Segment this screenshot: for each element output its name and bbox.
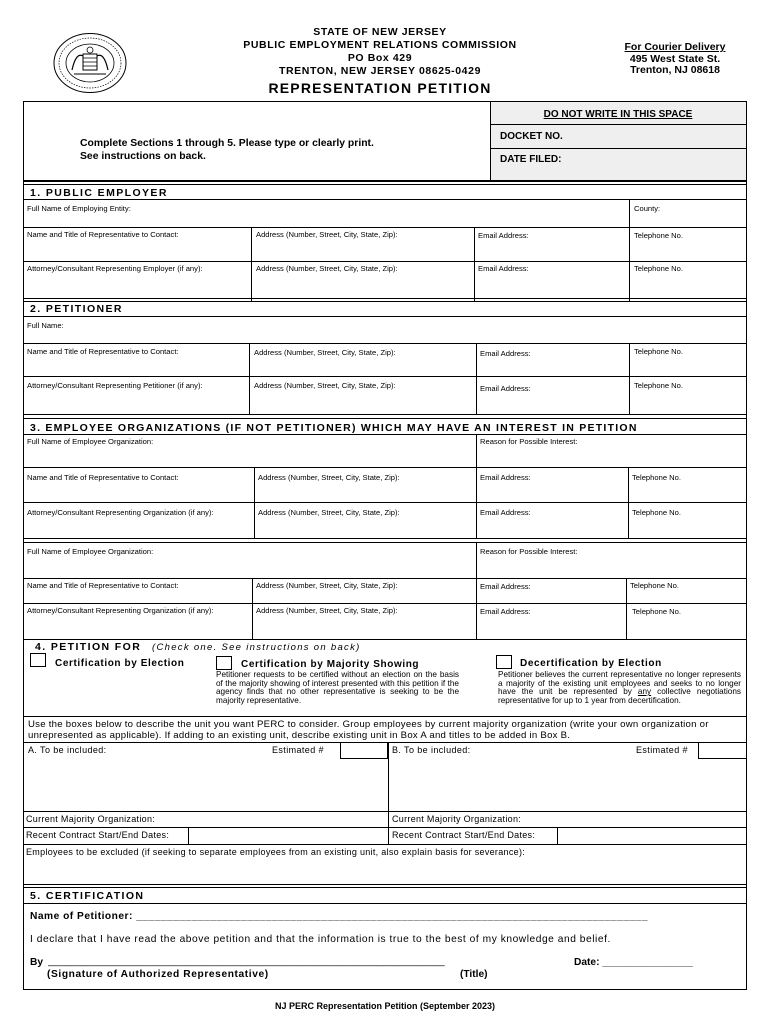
org1-rep-email-label: Email Address: (480, 473, 531, 482)
courier-city: Trenton, NJ 08618 (630, 64, 720, 76)
section4-note: (Check one. See instructions on back) (152, 642, 361, 653)
box-a-estimated-label: Estimated # (272, 745, 324, 755)
header-commission: PUBLIC EMPLOYMENT RELATIONS COMMISSION (243, 39, 517, 51)
employer-attorney-label: Attorney/Consultant Representing Employer (if any): (27, 264, 203, 273)
opt-certification-election-label: Certification by Election (55, 658, 185, 669)
org2-attorney-address-label: Address (Number, Street, City, State, Zip): (256, 606, 398, 615)
employer-attorney-address-label: Address (Number, Street, City, State, Zip): (256, 264, 398, 273)
section1-title: 1. PUBLIC EMPLOYER (30, 187, 168, 199)
org1-rep-address-label: Address (Number, Street, City, State, Zip): (258, 473, 400, 482)
courier-title: For Courier Delivery (624, 41, 726, 53)
intro-line1: Complete Sections 1 through 5. Please type or clearly print. (80, 138, 374, 149)
petitioner-rep-email-label: Email Address: (480, 349, 531, 358)
petitioner-rep-address-label: Address (Number, Street, City, State, Zip): (254, 348, 396, 357)
employer-rep-phone-label: Telephone No. (634, 231, 683, 240)
section5-title: 5. CERTIFICATION (30, 890, 145, 902)
opt-decertification-label: Decertification by Election (520, 658, 662, 669)
title-caption: (Title) (460, 969, 488, 980)
org1-rep-phone-label: Telephone No. (632, 473, 681, 482)
county-label: County: (634, 204, 661, 213)
org2-rep-email-label: Email Address: (480, 582, 531, 591)
org2-rep-label: Name and Title of Representative to Contact: (27, 581, 179, 590)
box-a-contract-label: Recent Contract Start/End Dates: (26, 830, 170, 840)
org2-name-label: Full Name of Employee Organization: (27, 547, 154, 556)
employer-rep-label: Name and Title of Representative to Contact: (27, 230, 179, 239)
petitioner-rep-phone-label: Telephone No. (634, 347, 683, 356)
date-field[interactable]: Date: ________________ (574, 957, 693, 968)
org1-reason-label: Reason for Possible Interest: (480, 437, 578, 446)
org1-attorney-address-label: Address (Number, Street, City, State, Zip): (258, 508, 400, 517)
signature-caption: (Signature of Authorized Representative) (47, 969, 269, 980)
docket-no: DOCKET NO. (500, 131, 563, 142)
header-pobox: PO Box 429 (347, 52, 413, 64)
org2-attorney-phone-label: Telephone No. (632, 607, 681, 616)
declaration-text: I declare that I have read the above petition and that the information is true to the best of my knowledge and belief. (30, 934, 611, 945)
box-b-majority-label: Current Majority Organization: (392, 814, 522, 824)
excluded-label: Employees to be excluded (if seeking to separate employees from an existing unit, also explain basis for severance): (26, 847, 526, 857)
org1-attorney-phone-label: Telephone No. (632, 508, 681, 517)
box-a-label: A. To be included: (28, 745, 107, 755)
header-state: STATE OF NEW JERSEY (313, 26, 447, 38)
checkbox-majority-showing[interactable] (216, 656, 232, 670)
org2-rep-address-label: Address (Number, Street, City, State, Zip): (256, 581, 398, 590)
opt-decertification-text-b: collective negotiations representative for up to 1 year from decertification. (498, 687, 741, 705)
box-b-contract-label: Recent Contract Start/End Dates: (392, 830, 536, 840)
org2-attorney-label: Attorney/Consultant Representing Organization (if any): (27, 606, 214, 615)
checkbox-decertification[interactable] (496, 655, 512, 669)
opt-decertification-text-a: Petitioner believes the current representative no longer represents a majority of the existing unit employees and seeks to no longer have the unit be represented by (498, 670, 741, 697)
petitioner-attorney-address-label: Address (Number, Street, City, State, Zip): (254, 381, 396, 390)
box-b-estimated-field[interactable] (698, 742, 747, 759)
employer-attorney-email-label: Email Address: (478, 264, 529, 273)
box-b-estimated-label: Estimated # (636, 745, 688, 755)
box-a-estimated-field[interactable] (340, 742, 388, 759)
box-b-label: B. To be included: (392, 745, 471, 755)
petitioner-name-label: Full Name: (27, 321, 64, 330)
opt-decertification-text (498, 671, 741, 705)
footer-text: NJ PERC Representation Petition (September 2023) (274, 1001, 496, 1011)
by-label: By (30, 957, 44, 968)
intro-line2: See instructions on back. (80, 150, 206, 162)
checkbox-certification-election[interactable] (30, 653, 46, 667)
name-of-petitioner: Name of Petitioner: ___________________________________________________________________________________ (30, 911, 648, 922)
section3-title: 3. EMPLOYEE ORGANIZATIONS (IF NOT PETITIONER) WHICH MAY HAVE AN INTEREST IN PETITION (30, 422, 638, 434)
box-a-majority-label: Current Majority Organization: (26, 814, 156, 824)
employer-attorney-phone-label: Telephone No. (634, 264, 683, 273)
org1-attorney-email-label: Email Address: (480, 508, 531, 517)
petitioner-rep-label: Name and Title of Representative to Contact: (27, 347, 179, 356)
section2-title: 2. PETITIONER (30, 303, 123, 315)
opt-majority-showing-label: Certification by Majority Showing (241, 659, 420, 670)
courier-street: 495 West State St. (629, 52, 721, 65)
employer-name-label: Full Name of Employing Entity: (27, 204, 131, 213)
header-city: TRENTON, NEW JERSEY 08625-0429 (278, 65, 482, 77)
section4-title: 4. PETITION FOR (35, 641, 142, 653)
org1-attorney-label: Attorney/Consultant Representing Organization (if any): (27, 508, 214, 517)
signature-line[interactable]: ______________________________________________________________________ (48, 956, 445, 967)
org1-rep-label: Name and Title of Representative to Contact: (27, 473, 179, 482)
opt-majority-showing-text: Petitioner requests to be certified without an election on the basis of the majority showing of interest presented with this petition if the agency finds that no other representative is seeking to be the majority representative. (216, 670, 459, 705)
org2-rep-phone-label: Telephone No. (630, 581, 679, 590)
petitioner-attorney-email-label: Email Address: (480, 384, 531, 393)
employer-rep-address-label: Address (Number, Street, City, State, Zip): (256, 230, 398, 239)
org1-name-label: Full Name of Employee Organization: (27, 437, 154, 446)
employer-rep-email-label: Email Address: (478, 231, 529, 240)
org2-reason-label: Reason for Possible Interest: (480, 547, 578, 556)
petitioner-attorney-phone-label: Telephone No. (634, 381, 683, 390)
date-filed: DATE FILED: (500, 154, 562, 165)
org2-attorney-email-label: Email Address: (480, 607, 531, 616)
petitioner-attorney-label: Attorney/Consultant Representing Petitioner (if any): (27, 381, 203, 390)
unit-instructions: Use the boxes below to describe the unit you want PERC to consider. Group employees by current majority organization (write your own organization or unrepresented as applicable). If adding to an existing unit, describe existing unit in Box A and titles to be added in Box B. (28, 719, 709, 742)
form-title: REPRESENTATION PETITION (268, 80, 492, 96)
office-use-title: DO NOT WRITE IN THIS SPACE (543, 109, 693, 120)
opt-decertification-underline: any (637, 687, 652, 697)
state-seal (52, 32, 128, 94)
